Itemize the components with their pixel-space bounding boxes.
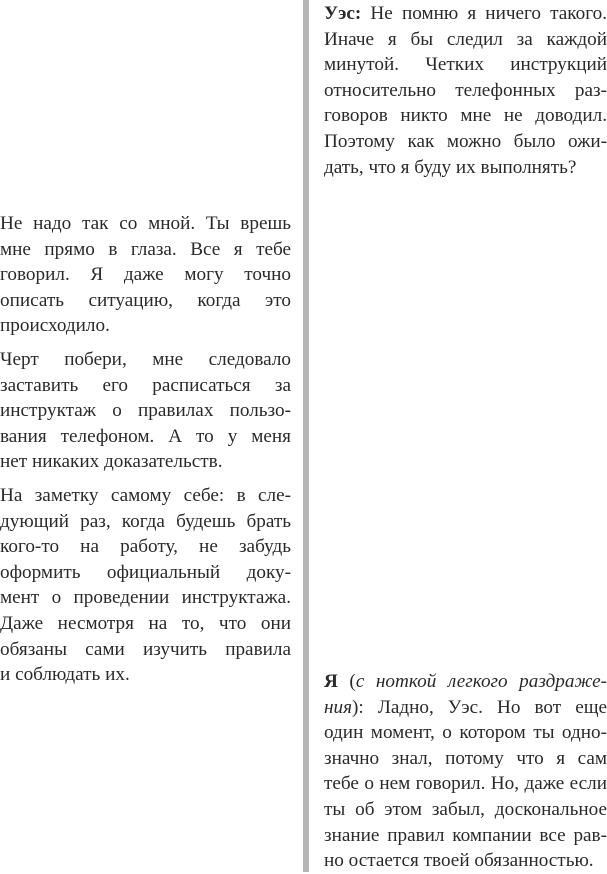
text-line: заставить его расписаться за (0, 374, 291, 396)
text-line: нет никаких доказательств. (0, 451, 223, 473)
paragraph (0, 483, 291, 688)
speaker-label: Уэс: (324, 3, 362, 24)
text-line: значно знал, потому что я сам (324, 747, 607, 769)
text-line: описать ситуацию, когда это (0, 289, 291, 311)
stage-direction: ния (324, 696, 353, 718)
speaker-label: Я (324, 671, 338, 692)
column-divider (303, 0, 309, 872)
paragraph (0, 211, 291, 339)
text-line: происходило. (0, 315, 110, 337)
text-line: мне прямо в глаза. Все я тебе (0, 238, 291, 260)
text-line: говорил. Я даже могу точно (0, 264, 291, 286)
text-line: кого-то на работу, не забудь (0, 536, 291, 558)
wes-paragraph (324, 1, 607, 180)
my-paragraph (324, 669, 607, 874)
text-line: дать, что я буду их выполнять? (324, 156, 577, 178)
text-line: Не надо так со мной. Ты врешь (0, 213, 291, 234)
text-line: говоров никто мне не доводил. (324, 105, 607, 127)
inner-thoughts-column (0, 211, 291, 688)
text-line: дующий раз, когда будешь брать (0, 510, 291, 532)
text-line: Поэтому как можно было ожи- (324, 130, 607, 152)
text-line: Иначе я бы следил за каждой (324, 28, 607, 50)
stage-direction: с ноткой легкого раздраже- (355, 671, 607, 692)
text-line: один момент, о котором ты одно- (324, 722, 607, 744)
text-line: Даже несмотря на то, что они (0, 612, 291, 634)
paragraph-gap (0, 475, 291, 483)
text-line: Черт побери, мне следовало (0, 348, 291, 370)
text-line: и соблюдать их. (0, 664, 130, 686)
text-line: оформить официальный доку- (0, 561, 291, 583)
text-line: мент о проведении инструктажа. (0, 587, 291, 609)
text-line: инструктаж о правилах пользо- (0, 400, 291, 422)
text-line: На заметку самому себе: в сле- (0, 484, 291, 506)
text-line: ты об этом забыл, доскональное (324, 798, 607, 820)
text-line: ния): Ладно, Уэс. Но вот еще (324, 696, 607, 718)
paragraph-gap (0, 339, 291, 347)
wes-dialogue-block (324, 1, 607, 180)
text-line: вания телефоном. А то у меня (0, 425, 291, 447)
text-line: Я (с ноткой легкого раздраже- (324, 671, 607, 692)
my-dialogue-block (324, 669, 607, 874)
text-line: знание правил компании все рав- (324, 824, 607, 846)
text-line: минутой. Четких инструкций (324, 54, 607, 76)
text-line: относительно телефонных раз- (324, 79, 607, 101)
text-line: Уэс: Не помню я ничего такого. (324, 3, 607, 24)
text-line: но остается твоей обязанностью. (324, 850, 594, 872)
paragraph (0, 347, 291, 475)
text-line: обязаны сами изучить правила (0, 638, 291, 660)
text-line: тебе о нем говорил. Но, даже если (324, 773, 607, 795)
